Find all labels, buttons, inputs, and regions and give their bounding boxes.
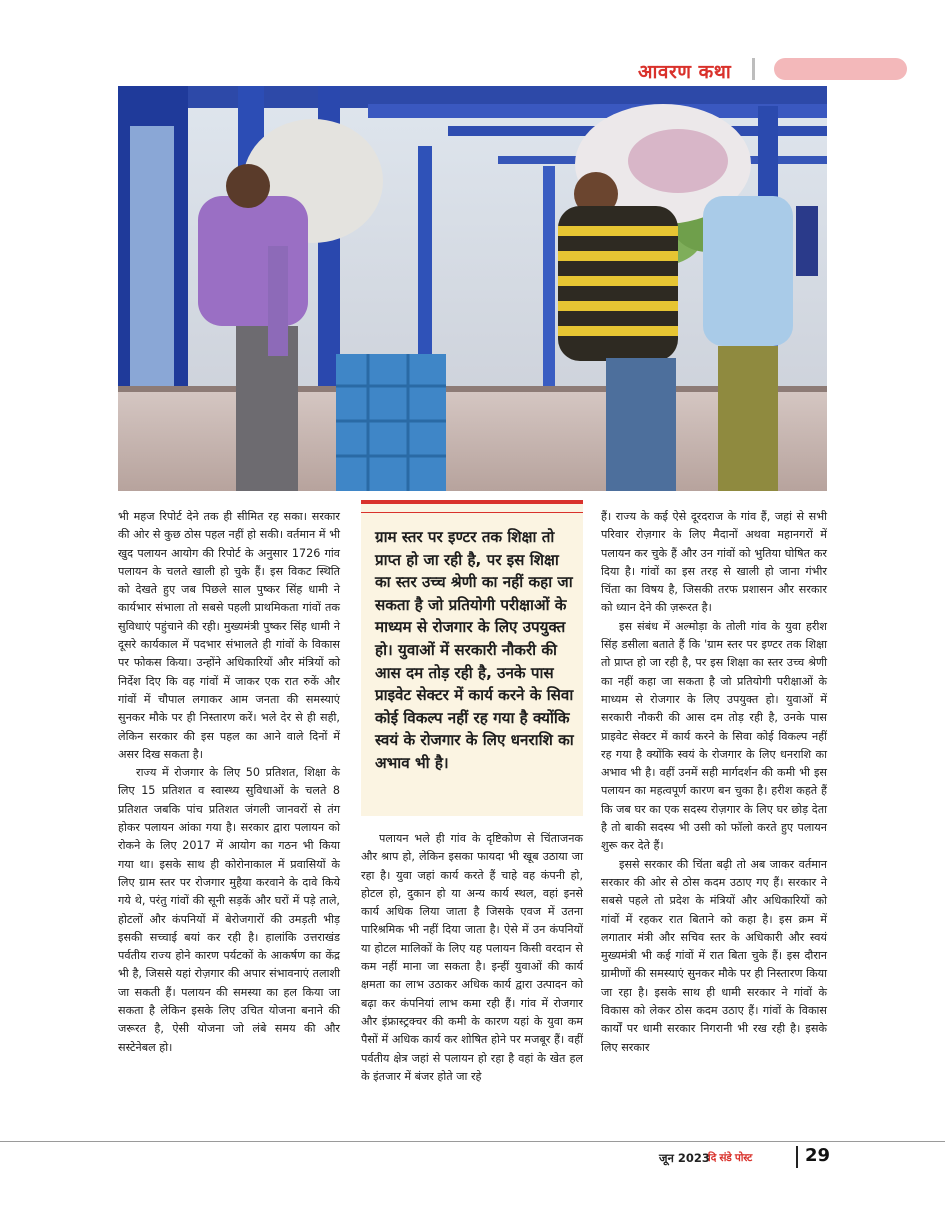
column-1-paragraph-2: राज्य में रोजगार के लिए 50 प्रतिशत, शिक्षा के लिए 15 प्रतिशत व स्वास्थ्य सुविधाओं के चलते 8 प्रतिशत जबकि पांच प्रतिशत जंगली जानवरों से तंग होकर पलायन आंका गया है। सरकार द्वारा पलायन को रोकने के लिए 2017 में आयोग का गठन भी किया गया था। इसके साथ ही कोरोनाकाल में प्रवासियों के लिए ग्राम स्तर पर रोजगार मुहैया करवाने के दावे किये गये थे, परंतु गांवों की सूनी सड़कें और घरों में पड़े ताले, होटलों और कंपनियों में बेरोजगारों की उमड़ती भीड़ इसकी सच्चाई बयां कर रही है। हालांकि उत्तराखंड पर्वतीय राज्य होने कारण पर्यटकों के आकर्षण का केंद्र भी है, जिससे यहां रोज़गार की अपार संभावनाएं तलाशी जा सकती हैं। पलायन की समस्या का हल किया जा सकता है लेकिन इसके लिए उचित योजना बनाने की जरूरत है, ऐसी योजना जो लंबे समय की और सस्टेनेबल हो।	[118, 766, 340, 1054]
pull-quote-box	[361, 500, 583, 816]
article-column-2	[361, 830, 583, 1086]
issue-date: जून 2023	[659, 1151, 710, 1165]
magazine-logo: दि संडे पोस्ट	[708, 1152, 752, 1164]
column-3-paragraph-2: इस संबंध में अल्मोड़ा के तोली गांव के युवा हरीश सिंह डसीला बताते हैं कि 'ग्राम स्तर पर इण्टर तक शिक्षा तो प्राप्त हो जा रही है, पर इस शिक्षा का स्तर उच्च श्रेणी का नहीं कहा जा सकता है जो प्रतियोगी परीक्षाओं के माध्यम से रोजगार के लिए उपयुक्त हो। युवाओं में सरकारी नौकरी की आस दम तोड़ रही है, उनके पास प्राइवेट सेक्टर में कार्य करने के सिवा कोई विकल्प नहीं रह गया है क्योंकि स्वयं के रोजगार के लिए धनराशि का अभाव भी है। वहीं उनमें सही मार्गदर्शन की कमी भी इस पलायन का महत्वपूर्ण कारण बन चुका है। हरीश कहते हैं कि जब घर का एक सदस्य रोज़गार के लिए घर छोड़ देता है तो बाकी सदस्य भी उसी को फॉलो करते हुए पलायन शुरू कर देते हैं।	[601, 619, 827, 853]
column-3-paragraph-1: हैं। राज्य के कई ऐसे दूरदराज के गांव हैं, जहां से सभी परिवार रोज़गार के लिए मैदानों अथवा महानगरों में पलायन कर चुके हैं और उन गांवों को भुतिया घोषित कर दिया है। गांवों का इस तरह से खाली हो जाना गंभीर चिंता का विषय है, जिसकी तरफ प्रशासन और सरकार को ध्यान देने की ज़रूरत है।	[601, 510, 827, 615]
article-column-1	[118, 508, 340, 1057]
footer-rule	[0, 1141, 945, 1142]
article-photo	[118, 86, 827, 491]
column-1-paragraph-1: भी महज रिपोर्ट देने तक ही सीमित रह सका। सरकार की ओर से कुछ ठोस पहल नहीं हो सकी। वर्तमान में भी खुद पलायन आयोग की रिपोर्ट के अनुसार 1726 गांव पलायन के चलते खाली हो चुके हैं। इस विकट स्थिति को देखते हुए जब पिछले साल पुष्कर सिंह धामी ने कार्यभार संभाला तो सबसे पहली प्राथमिकता गांवों तक सुविधाएं पहुंचाने की रही। मुख्यमंत्री पुष्कर सिंह धामी ने दूसरे कार्यकाल में पदभार संभालते ही गांवों के विकास पर फोकस किया। उन्होंने अधिकारियों और मंत्रियों को निर्देश दिए कि वह गांवों में जाकर एक रात रुकें और गांवों में चौपाल लगाकर आम जनता की समस्याएं सुनकर मौके पर ही निस्तारण करें। भले देर से ही सही, लेकिन सरकार की इस पहल का आने वाले दिनों में असर दिख सकता है।	[118, 510, 340, 761]
header-decorative-pill	[774, 58, 907, 80]
column-2-paragraph-1: पलायन भले ही गांव के दृष्टिकोण से चिंताजनक और श्राप हो, लेकिन इसका फायदा भी खूब उठाया जा रहा है। युवा जहां कार्य करते हैं चाहे वह कंपनी हो, होटल हो, दुकान हो या अन्य कार्य स्थल, वहां इनसे कार्य अधिक लिया जाता है जिसके एवज में उतना पारिश्रमिक भी नहीं दिया जाता है। ऐसे में उन कंपनियों या होटल मालिकों के लिए यह पलायन किसी वरदान से कम नहीं माना जा सकता है। इन्हीं युवाओं की कार्य क्षमता का लाभ उठाकर अधिक कार्य द्वारा उत्पादन को बढ़ा कर कंपनियां लाभ कमा रही हैं। गांव में रोजगार और इंफ्रास्ट्रक्चर की कमी के कारण यहां के युवा कम पैसों में अधिक कार्य कर शोषित होने पर मजबूर हैं। वहीं पर्वतीय क्षेत्र जहां से पलायन हो रहा है वहां के खेत हल के इंतजार में बंजर होते जा रहे	[361, 832, 583, 1083]
header-divider	[752, 58, 755, 80]
footer-divider	[796, 1146, 798, 1168]
column-3-paragraph-3: इससे सरकार की चिंता बढ़ी तो अब जाकर वर्तमान सरकार की ओर से ठोस कदम उठाए गए हैं। सरकार ने सबसे पहले तो प्रदेश के मंत्रियों और अधिकारियों को गांवों में रहकर रात बिताने को कहा है। इस क्रम में लगातार मंत्री और सचिव स्तर के अधिकारी और स्वयं मुख्यमंत्री भी कई गांवों में रात बिता चुके हैं। इस दौरान ग्रामीणों की समस्याएं सुनकर मौके पर ही निस्तारण किया जा रहा है। इसके साथ ही धामी सरकार ने गांवों के विकास को लेकर ठोस कदम उठाए हैं। गांवों के विकास कार्यों पर धामी सरकार निगरानी भी रख रही है। इसके लिए सरकार	[601, 857, 827, 1054]
pull-quote-rule	[361, 512, 583, 513]
article-column-3	[601, 508, 827, 1057]
section-title: आवरण कथा	[638, 61, 732, 83]
pull-quote-text: ग्राम स्तर पर इण्टर तक शिक्षा तो प्राप्त हो जा रही है, पर इस शिक्षा का स्तर उच्च श्रेणी का नहीं कहा जा सकता है जो प्रतियोगी परीक्षाओं के माध्यम से रोजगार के लिए उपयुक्त हो। युवाओं में सरकारी नौकरी की आस दम तोड़ रही है, उनके पास प्राइवेट सेक्टर में कार्य करने के सिवा कोई विकल्प नहीं रह गया है क्योंकि स्वयं के रोजगार के लिए धनराशि का अभाव भी है।	[375, 528, 574, 772]
page-number: 29	[805, 1145, 831, 1166]
